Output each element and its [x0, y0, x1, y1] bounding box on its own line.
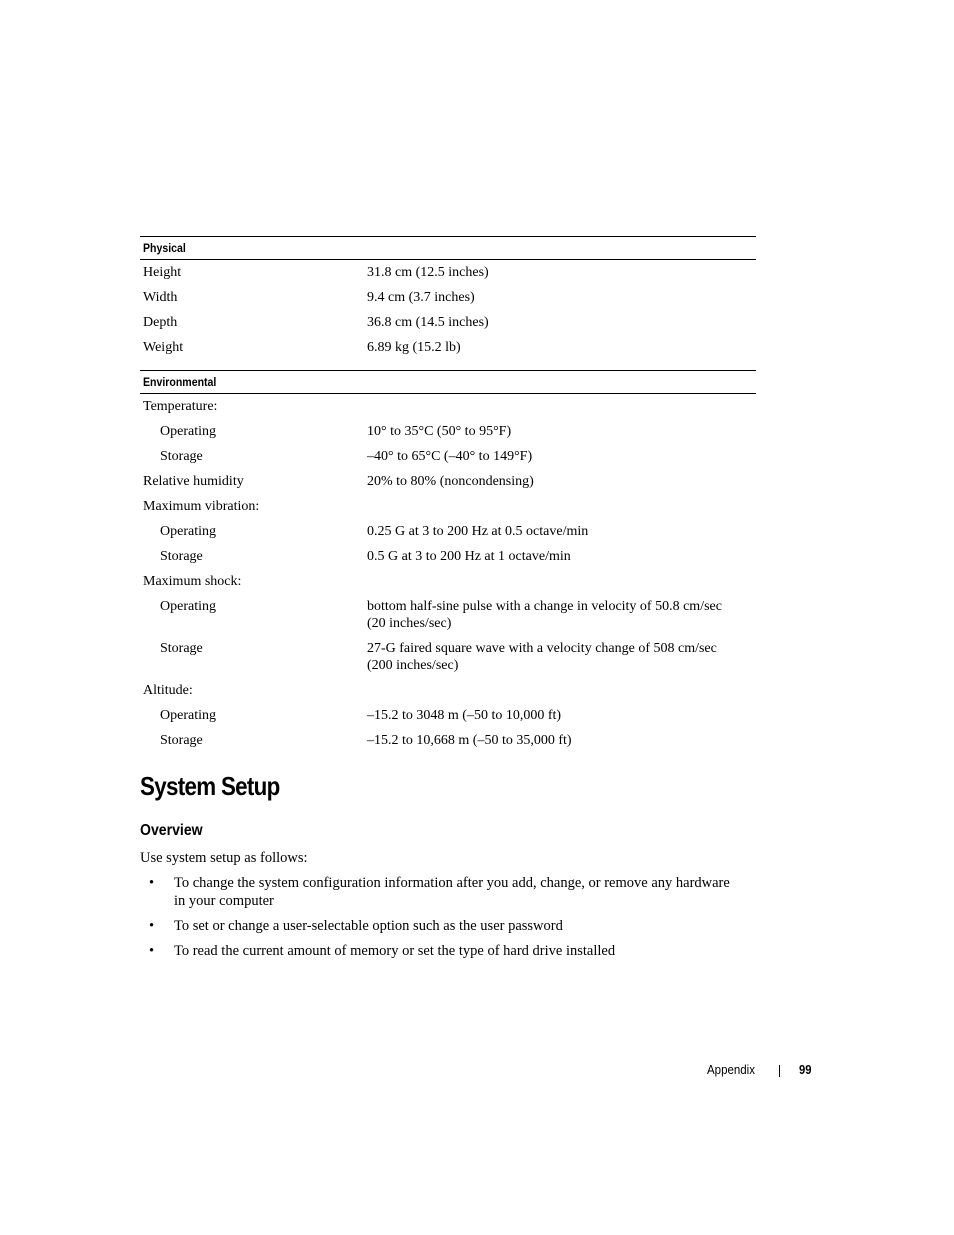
- list-item-text: To set or change a user-selectable option such as the user password: [174, 918, 563, 934]
- list-item: [140, 917, 740, 935]
- spec-row-temperature-operating: [140, 419, 756, 444]
- spec-label: Maximum shock:: [143, 574, 242, 589]
- spec-row-depth: [140, 310, 756, 335]
- footer-divider: [779, 1065, 780, 1077]
- page-number: 99: [799, 1063, 812, 1077]
- spec-label: Maximum vibration:: [143, 499, 260, 514]
- spec-value: 9.4 cm (3.7 inches): [367, 290, 475, 305]
- spec-value: [367, 498, 727, 515]
- spec-row-vibration-storage: [140, 544, 756, 569]
- spec-row-temperature-storage: [140, 444, 756, 469]
- spec-label: Relative humidity: [143, 474, 244, 489]
- spec-value: –15.2 to 10,668 m (–50 to 35,000 ft): [367, 733, 572, 748]
- spec-value: 6.89 kg (15.2 lb): [367, 340, 461, 355]
- spec-row-maximum-vibration: [140, 494, 756, 519]
- spec-label: Operating: [160, 708, 216, 723]
- spec-label: Storage: [160, 549, 203, 564]
- spec-row-shock-storage: [140, 636, 756, 678]
- bullet-icon: •: [149, 918, 155, 934]
- spec-label: Weight: [143, 340, 184, 355]
- spec-row-maximum-shock: [140, 569, 756, 594]
- spec-value: [367, 573, 727, 590]
- spec-row-altitude: [140, 678, 756, 703]
- spec-label: Storage: [160, 641, 203, 656]
- spec-row-weight: [140, 335, 756, 360]
- spec-row-shock-operating: [140, 594, 756, 636]
- page-footer: [700, 1061, 820, 1081]
- bullet-icon: •: [149, 875, 155, 891]
- intro-text: Use system setup as follows:: [140, 850, 308, 866]
- spec-row-vibration-operating: [140, 519, 756, 544]
- spec-value: –40° to 65°C (–40° to 149°F): [367, 449, 533, 464]
- spec-row-height: [140, 260, 756, 285]
- spec-value: 20% to 80% (noncondensing): [367, 474, 534, 489]
- list-item: [140, 874, 740, 910]
- spec-label: Storage: [160, 449, 203, 464]
- spec-row-relative-humidity: [140, 469, 756, 494]
- spec-value: 0.25 G at 3 to 200 Hz at 0.5 octave/min: [367, 524, 589, 539]
- spec-label: Operating: [160, 599, 216, 614]
- bullet-list: [140, 874, 740, 967]
- spec-row-altitude-storage: [140, 728, 756, 753]
- spec-value: 0.5 G at 3 to 200 Hz at 1 octave/min: [367, 549, 571, 564]
- list-item-text: To read the current amount of memory or set the type of hard drive installed: [174, 943, 616, 959]
- spec-value: [367, 398, 727, 415]
- section-subtitle: Overview: [140, 822, 203, 839]
- physical-heading: Physical: [140, 236, 756, 260]
- spec-value: 27-G faired square wave with a velocity change of 508 cm/sec (200 inches/sec): [367, 641, 717, 673]
- spec-label: Operating: [160, 424, 216, 439]
- spec-label: Depth: [143, 315, 178, 330]
- spec-value: 10° to 35°C (50° to 95°F): [367, 424, 512, 439]
- spec-label: Temperature:: [143, 399, 218, 414]
- spec-value: bottom half-sine pulse with a change in velocity of 50.8 cm/sec (20 inches/sec): [367, 599, 722, 631]
- spec-value: –15.2 to 3048 m (–50 to 10,000 ft): [367, 708, 562, 723]
- specifications-table: [140, 236, 756, 753]
- spec-row-width: [140, 285, 756, 310]
- bullet-icon: •: [149, 943, 155, 959]
- spec-value: 36.8 cm (14.5 inches): [367, 315, 489, 330]
- environmental-heading: Environmental: [140, 370, 756, 394]
- spec-row-temperature: [140, 394, 756, 419]
- spec-label: Storage: [160, 733, 203, 748]
- spec-label: Width: [143, 290, 178, 305]
- spec-label: Height: [143, 265, 182, 280]
- spec-label: Altitude:: [143, 683, 193, 698]
- section-title: System Setup: [140, 771, 280, 801]
- spec-value: 31.8 cm (12.5 inches): [367, 265, 489, 280]
- list-item-text: To change the system configuration information after you add, change, or remove any hardware in your computer: [174, 875, 730, 909]
- spec-row-altitude-operating: [140, 703, 756, 728]
- list-item: [140, 942, 740, 960]
- spec-label: Operating: [160, 524, 216, 539]
- footer-section-name: Appendix: [707, 1063, 755, 1077]
- spec-value: [367, 682, 727, 699]
